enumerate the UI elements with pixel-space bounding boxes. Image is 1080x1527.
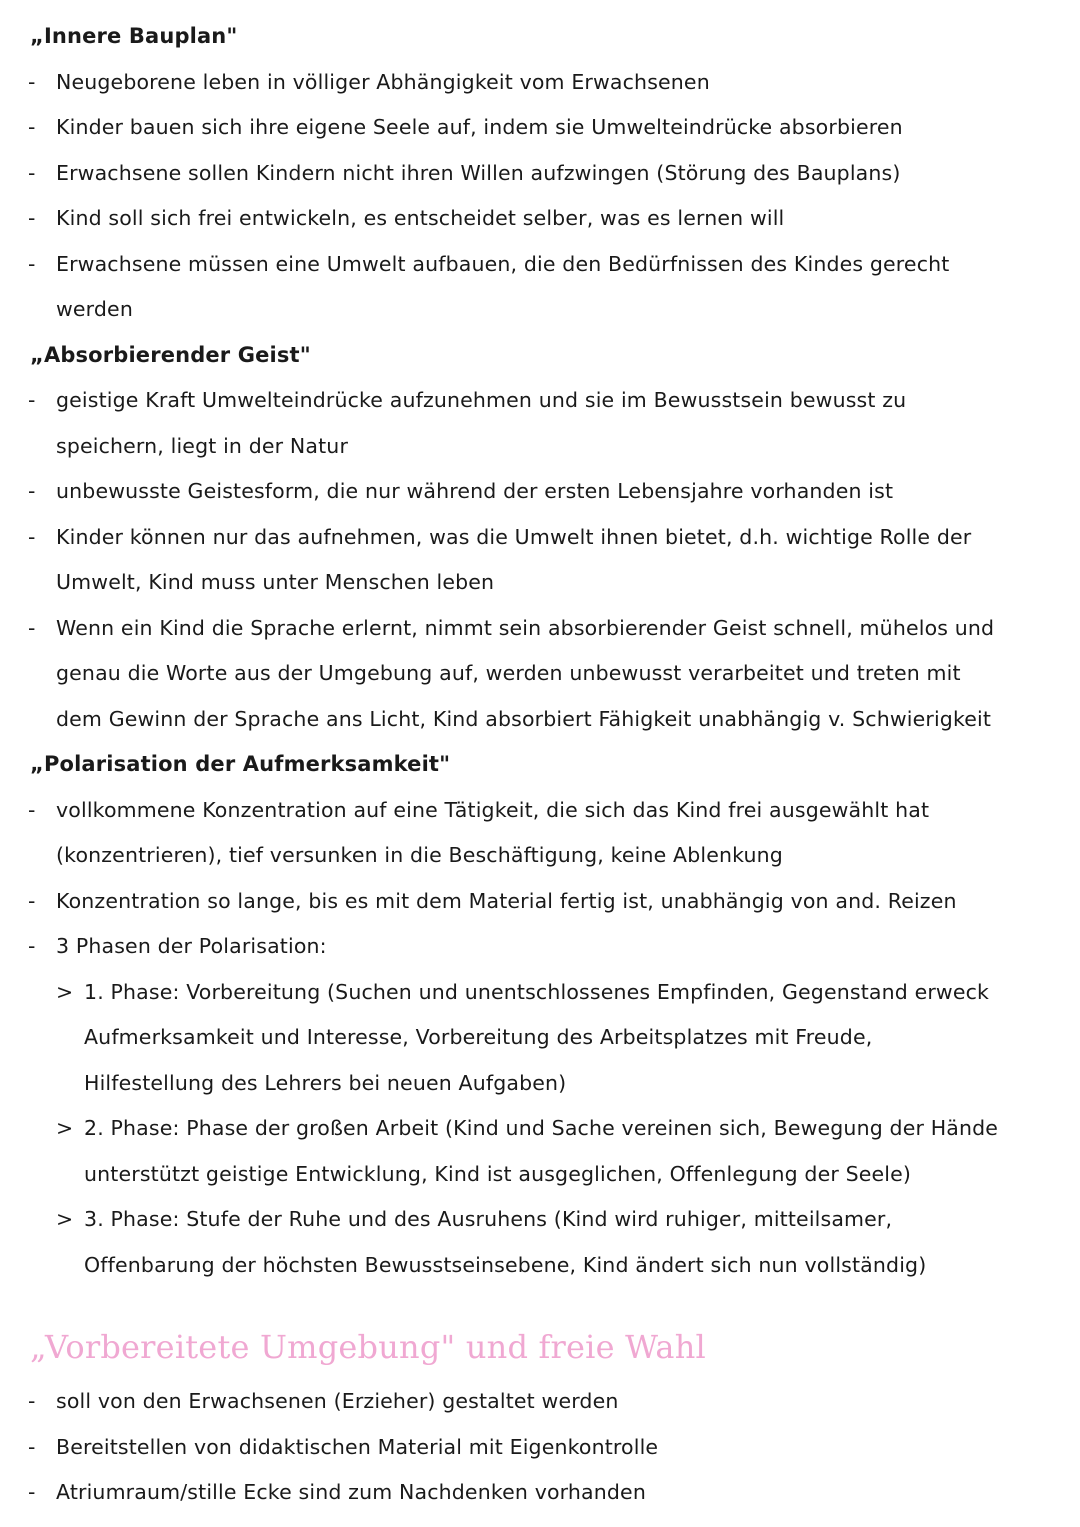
list-item-text: Atriumraum/stille Ecke sind zum Nachdenken vorhanden xyxy=(56,1480,646,1504)
list-item-text: soll von den Erwachsenen (Erzieher) gestaltet werden xyxy=(56,1389,619,1413)
bullet-dash: - xyxy=(28,797,36,822)
list-item-text: Wenn ein Kind die Sprache erlernt, nimmt sein absorbierender Geist schnell, mühelos und xyxy=(56,615,995,640)
list-item-continuation: werden xyxy=(56,297,133,321)
chevron-right-icon: > xyxy=(56,1116,74,1140)
sub-list-item-text: 2. Phase: Phase der großen Arbeit (Kind und Sache vereinen sich, Bewegung der Hände xyxy=(84,1116,999,1140)
sub-list-item xyxy=(0,970,1080,1016)
sub-list-item xyxy=(0,1106,1080,1152)
list-item-text: Erwachsene sollen Kindern nicht ihren Willen aufzwingen (Störung des Bauplans) xyxy=(56,160,901,185)
bullet-dash: - xyxy=(28,1480,36,1504)
notes-page xyxy=(0,14,1080,1516)
list-item-continuation: Umwelt, Kind muss unter Menschen leben xyxy=(56,570,495,594)
section-spacer xyxy=(0,1288,1080,1315)
section-heading-polarisation: „Polarisation der Aufmerksamkeit" xyxy=(30,752,451,776)
list-item xyxy=(0,1425,1080,1471)
list-item xyxy=(0,606,1080,652)
list-item-text: Neugeborene leben in völliger Abhängigkeit vom Erwachsenen xyxy=(56,69,710,94)
bullet-dash: - xyxy=(28,251,36,276)
bullet-dash: - xyxy=(28,69,36,94)
list-item xyxy=(0,788,1080,834)
list-item xyxy=(0,879,1080,925)
list-item-text: geistige Kraft Umwelteindrücke aufzunehmen und sie im Bewusstsein bewusst zu xyxy=(56,388,907,412)
sub-list-item-continuation: unterstützt geistige Entwicklung, Kind ist ausgeglichen, Offenlegung der Seele) xyxy=(84,1161,912,1186)
list-item xyxy=(0,469,1080,515)
section-heading-vorbereitete-umgebung: „Vorbereitete Umgebung" und freie Wahl xyxy=(30,1328,706,1366)
bullet-dash: - xyxy=(28,160,36,185)
list-item-continuation: dem Gewinn der Sprache ans Licht, Kind absorbiert Fähigkeit unabhängig v. Schwierigkeit xyxy=(56,706,992,731)
bullet-dash: - xyxy=(28,115,36,139)
list-item xyxy=(0,924,1080,970)
section-heading-innere-bauplan: „Innere Bauplan" xyxy=(30,24,238,48)
list-item-text: Kind soll sich frei entwickeln, es entscheidet selber, was es lernen will xyxy=(56,206,785,230)
bullet-dash: - xyxy=(28,1434,36,1459)
list-item-text: vollkommene Konzentration auf eine Tätigkeit, die sich das Kind frei ausgewählt hat xyxy=(56,797,930,822)
bullet-dash: - xyxy=(28,888,36,913)
sub-list-item-text: 1. Phase: Vorbereitung (Suchen und unentschlossenes Empfinden, Gegenstand erweck xyxy=(84,979,990,1004)
list-item-continuation: (konzentrieren), tief versunken in die Beschäftigung, keine Ablenkung xyxy=(56,843,783,867)
sub-list-item xyxy=(0,1197,1080,1243)
list-item xyxy=(0,60,1080,106)
bullet-dash: - xyxy=(28,206,36,230)
list-item-text: 3 Phasen der Polarisation: xyxy=(56,934,327,958)
chevron-right-icon: > xyxy=(56,979,74,1004)
list-item-text: Bereitstellen von didaktischen Material mit Eigenkontrolle xyxy=(56,1434,659,1459)
sub-list-item-continuation: Aufmerksamkeit und Interesse, Vorbereitung des Arbeitsplatzes mit Freude, xyxy=(84,1025,873,1049)
bullet-dash: - xyxy=(28,479,36,503)
list-item xyxy=(0,378,1080,424)
sub-list-item-text: 3. Phase: Stufe der Ruhe und des Ausruhens (Kind wird ruhiger, mitteilsamer, xyxy=(84,1207,893,1231)
list-item-continuation: speichern, liegt in der Natur xyxy=(56,433,349,458)
bullet-dash: - xyxy=(28,1389,36,1413)
list-item xyxy=(0,242,1080,288)
list-item xyxy=(0,151,1080,197)
list-item xyxy=(0,1379,1080,1425)
bullet-dash: - xyxy=(28,524,36,549)
list-item-text: Kinder können nur das aufnehmen, was die Umwelt ihnen bietet, d.h. wichtige Rolle der xyxy=(56,524,972,549)
bullet-dash: - xyxy=(28,388,36,412)
chevron-right-icon: > xyxy=(56,1207,74,1231)
list-item xyxy=(0,515,1080,561)
section-heading-absorbierender-geist: „Absorbierender Geist" xyxy=(30,342,311,367)
list-item-text: Konzentration so lange, bis es mit dem Material fertig ist, unabhängig von and. Reizen xyxy=(56,888,957,913)
list-item-continuation: genau die Worte aus der Umgebung auf, werden unbewusst verarbeitet und treten mit xyxy=(56,661,961,685)
list-item-text: Kinder bauen sich ihre eigene Seele auf, indem sie Umwelteindrücke absorbieren xyxy=(56,115,903,139)
sub-list-item-continuation: Offenbarung der höchsten Bewusstseinsebene, Kind ändert sich nun vollständig) xyxy=(84,1252,927,1277)
bullet-dash: - xyxy=(28,934,36,958)
bullet-dash: - xyxy=(28,615,36,640)
list-item xyxy=(0,105,1080,151)
list-item xyxy=(0,196,1080,242)
list-item xyxy=(0,1470,1080,1516)
sub-list-item-continuation: Hilfestellung des Lehrers bei neuen Aufgaben) xyxy=(84,1070,567,1095)
list-item-text: Erwachsene müssen eine Umwelt aufbauen, die den Bedürfnissen des Kindes gerecht xyxy=(56,251,950,276)
list-item-text: unbewusste Geistesform, die nur während der ersten Lebensjahre vorhanden ist xyxy=(56,479,894,503)
